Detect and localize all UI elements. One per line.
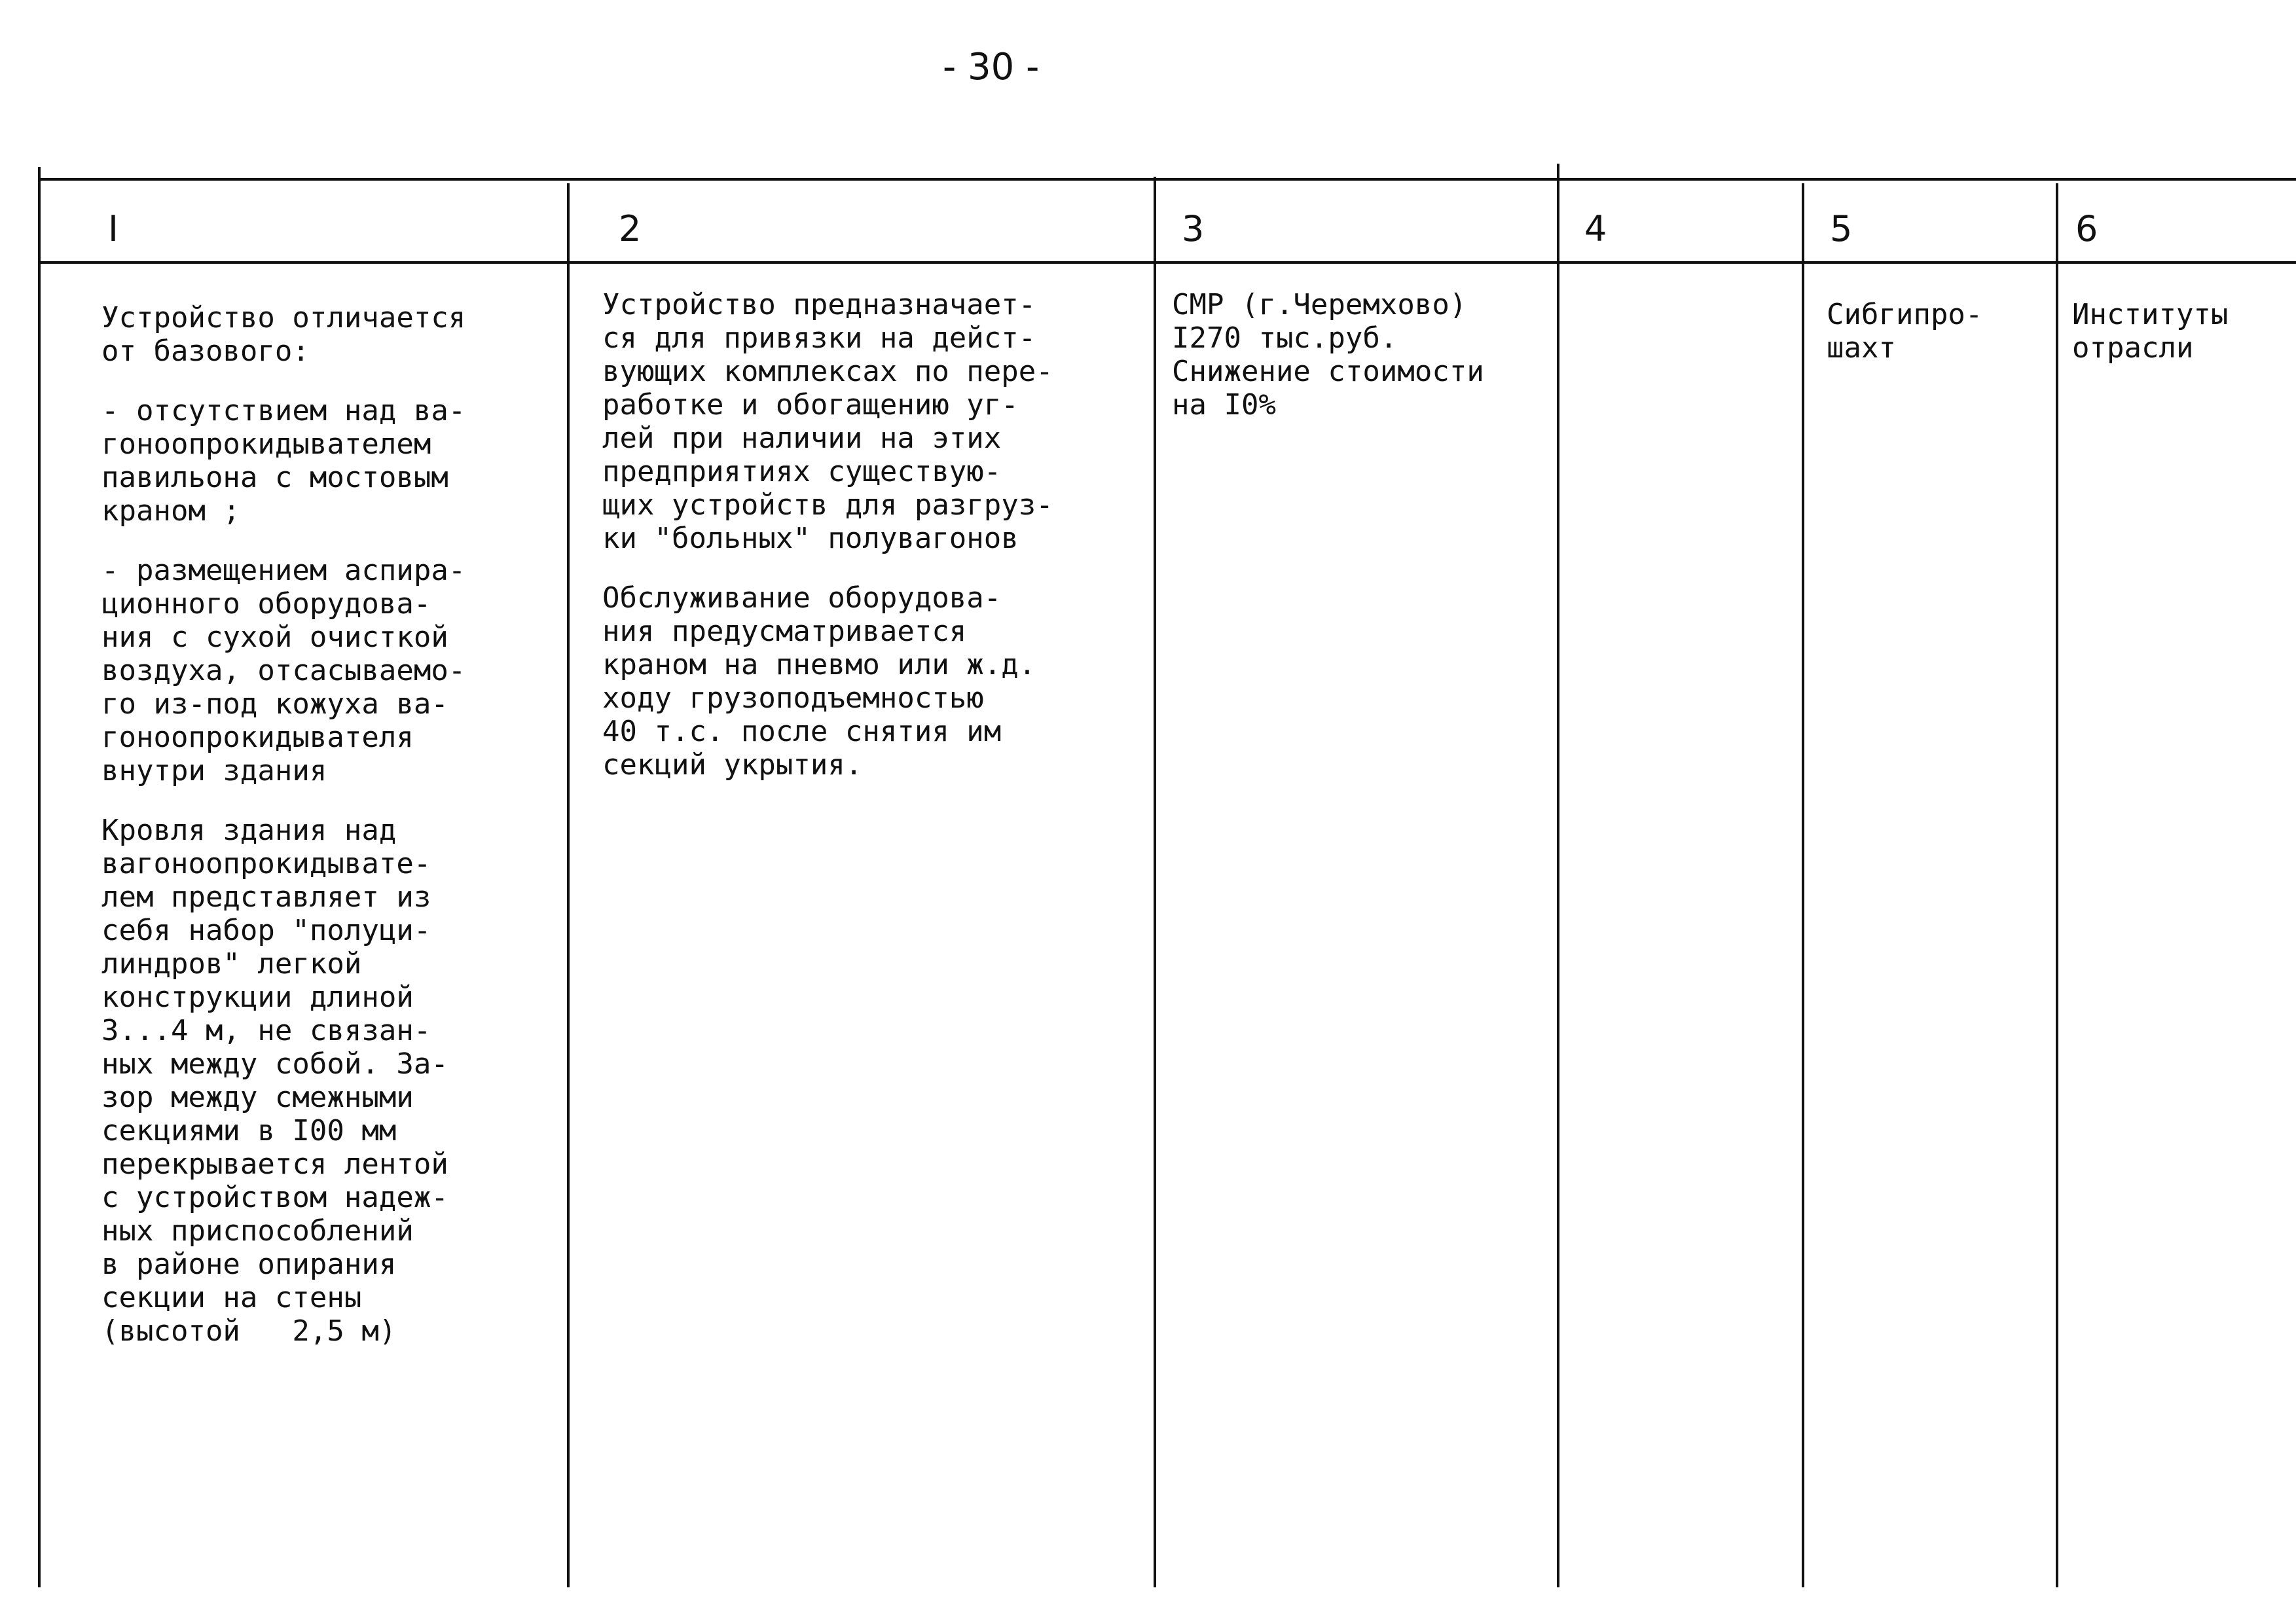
column-header-2: 2 (619, 208, 642, 249)
col1-intro: Устройство отличается от базового: (101, 301, 466, 368)
col5-developer: Сибгипро- шахт (1827, 298, 1983, 365)
column-header-3: 3 (1182, 208, 1205, 249)
page-number: - 30 - (943, 46, 1040, 88)
cell-col5-developer (1827, 298, 2049, 365)
col3-cost: СМР (г.Черемхово) I270 тыс.руб. Снижение стоимости на I0% (1172, 288, 1484, 422)
column-header-4: 4 (1584, 208, 1607, 249)
cell-col2-purpose (602, 288, 1146, 782)
column-divider-1-2 (567, 183, 570, 1587)
column-header-6: 6 (2075, 208, 2098, 249)
cell-col6-implementer (2072, 298, 2295, 365)
col1-item-aspiration: - размещением аспира- ционного оборудова- ния с сухой очисткой воздуха, отсасываемо- го из-под кожуха ва- гоноопрокидывателя внутри здания (101, 554, 466, 787)
table-left-border (38, 167, 41, 1587)
cell-col3-cost (1172, 288, 1552, 422)
col1-roof-description: Кровля здания над вагоноопрокидывате- лем представляет из себя набор "полуци- линдров" легкой конструкции длиной 3...4 м, не связан- ных между собой. За- зор между смежными секциями в I00 мм перекрывается лентой с устройством надеж- ных приспособлений в районе опирания секции на стены (высотой 2,5 м) (101, 814, 448, 1348)
col2-purpose: Устройство предназначает- ся для привязки на дейст- вующих комплексах по пере- работке и обогащению уг- лей при наличии на этих предприятиях существую- щих устройств для разгруз- ки "больных" полувагонов (602, 288, 1053, 555)
column-header-5: 5 (1830, 208, 1853, 249)
column-divider-2-3 (1154, 177, 1156, 1587)
cell-col1-description (101, 301, 560, 1348)
column-divider-3-4 (1557, 164, 1559, 1587)
column-divider-5-6 (2056, 183, 2058, 1587)
column-header-1: I (108, 208, 118, 249)
header-bottom-rule (39, 261, 2296, 264)
table-top-rule (39, 178, 2296, 181)
col6-implementer: Институты отрасли (2072, 298, 2229, 365)
column-divider-4-5 (1802, 183, 1804, 1587)
col1-item-no-pavilion: - отсутствием над ва- гоноопрокидывателем павильона с мостовым краном ; (101, 394, 466, 528)
col2-maintenance: Обслуживание оборудова- ния предусматривается краном на пневмо или ж.д. ходу грузоподъемностью 40 т.с. после снятия им секций укрытия. (602, 581, 1036, 782)
